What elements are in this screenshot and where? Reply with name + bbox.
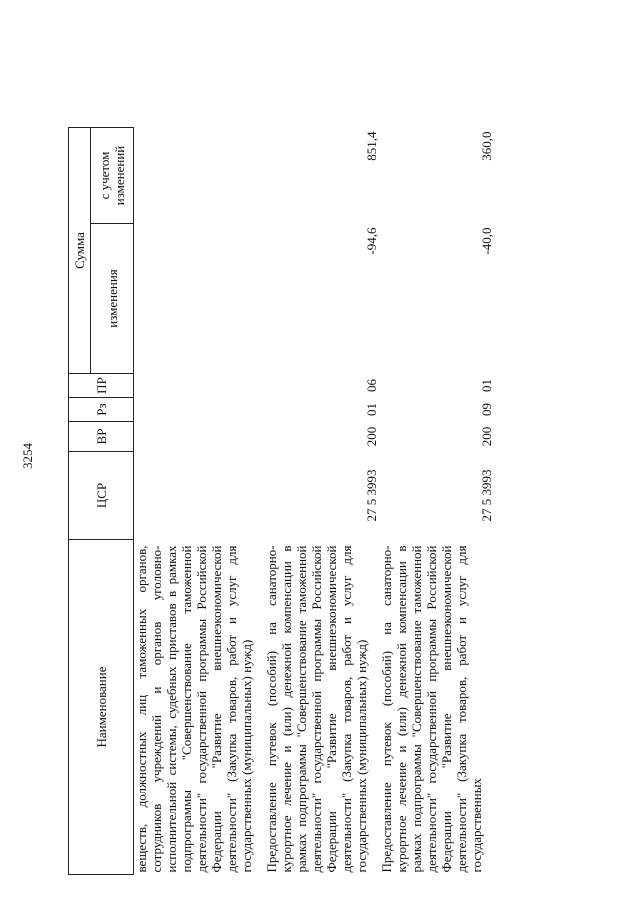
row-name: Предоставление путевок (пособий) на санаторно-курортное лечение и (или) денежной компенсации в рамках подпрограммы "Совершенствование таможенной деятельности" государственной программы Российской Федерации "Развитие внешнеэкономической деятельности" (Закупка товаров, работ и услуг для государственных (муниципальных) нужд) <box>264 545 369 873</box>
header-changes: изменения <box>91 224 134 374</box>
row-total: 851,4 <box>364 131 379 161</box>
row-vr: 200 <box>364 426 379 447</box>
row-rz: 09 <box>479 403 494 416</box>
row-change: -40,0 <box>479 227 494 255</box>
row-total <box>134 128 265 224</box>
row-vr: 200 <box>479 426 494 447</box>
budget-table <box>68 127 494 875</box>
header-sum: Сумма <box>69 128 91 374</box>
row-csr: 27 5 3993 <box>479 469 494 522</box>
row-rz <box>134 398 265 422</box>
header-vr: ВР <box>69 422 134 452</box>
row-vr <box>134 422 265 452</box>
row-rz: 01 <box>364 403 379 416</box>
header-with-changes: с учетом изменений <box>91 128 134 224</box>
row-name: веществ, должностных лиц таможенных органов, сотрудников учреждений и органов уголовно-исполнительной системы, судебных приставов в рамках подпрограммы "Совершенствование таможенной деятельности" государственной программы Российской Федерации "Развитие внешнеэкономической деятельности" (Закупка товаров, работ и услуг для государственных (муниципальных) нужд) <box>134 545 254 873</box>
row-change: -94,6 <box>364 227 379 255</box>
header-pr: ПР <box>69 374 134 398</box>
header-row-top <box>69 128 91 875</box>
table-row <box>134 128 265 875</box>
row-total: 360,0 <box>479 131 494 161</box>
row-csr: 27 5 3993 <box>364 469 379 522</box>
header-name: Наименование <box>69 540 134 875</box>
row-name: Предоставление путевок (пособий) на санаторно-курортное лечение и (или) денежной компенсации в рамках подпрограммы "Совершенствование таможенной деятельности" государственной программы Российской Федерации "Развитие внешнеэкономической деятельности" (Закупка товаров, работ и услуг для государственных <box>379 545 484 873</box>
page-number: 3254 <box>20 443 35 469</box>
table-row <box>264 128 379 875</box>
row-pr <box>134 374 265 398</box>
row-csr <box>134 452 265 540</box>
header-csr: ЦСР <box>69 452 134 540</box>
header-rz: Рз <box>69 398 134 422</box>
row-pr: 06 <box>364 379 379 392</box>
row-pr: 01 <box>479 379 494 392</box>
table-row <box>379 128 494 875</box>
row-change <box>134 224 265 374</box>
